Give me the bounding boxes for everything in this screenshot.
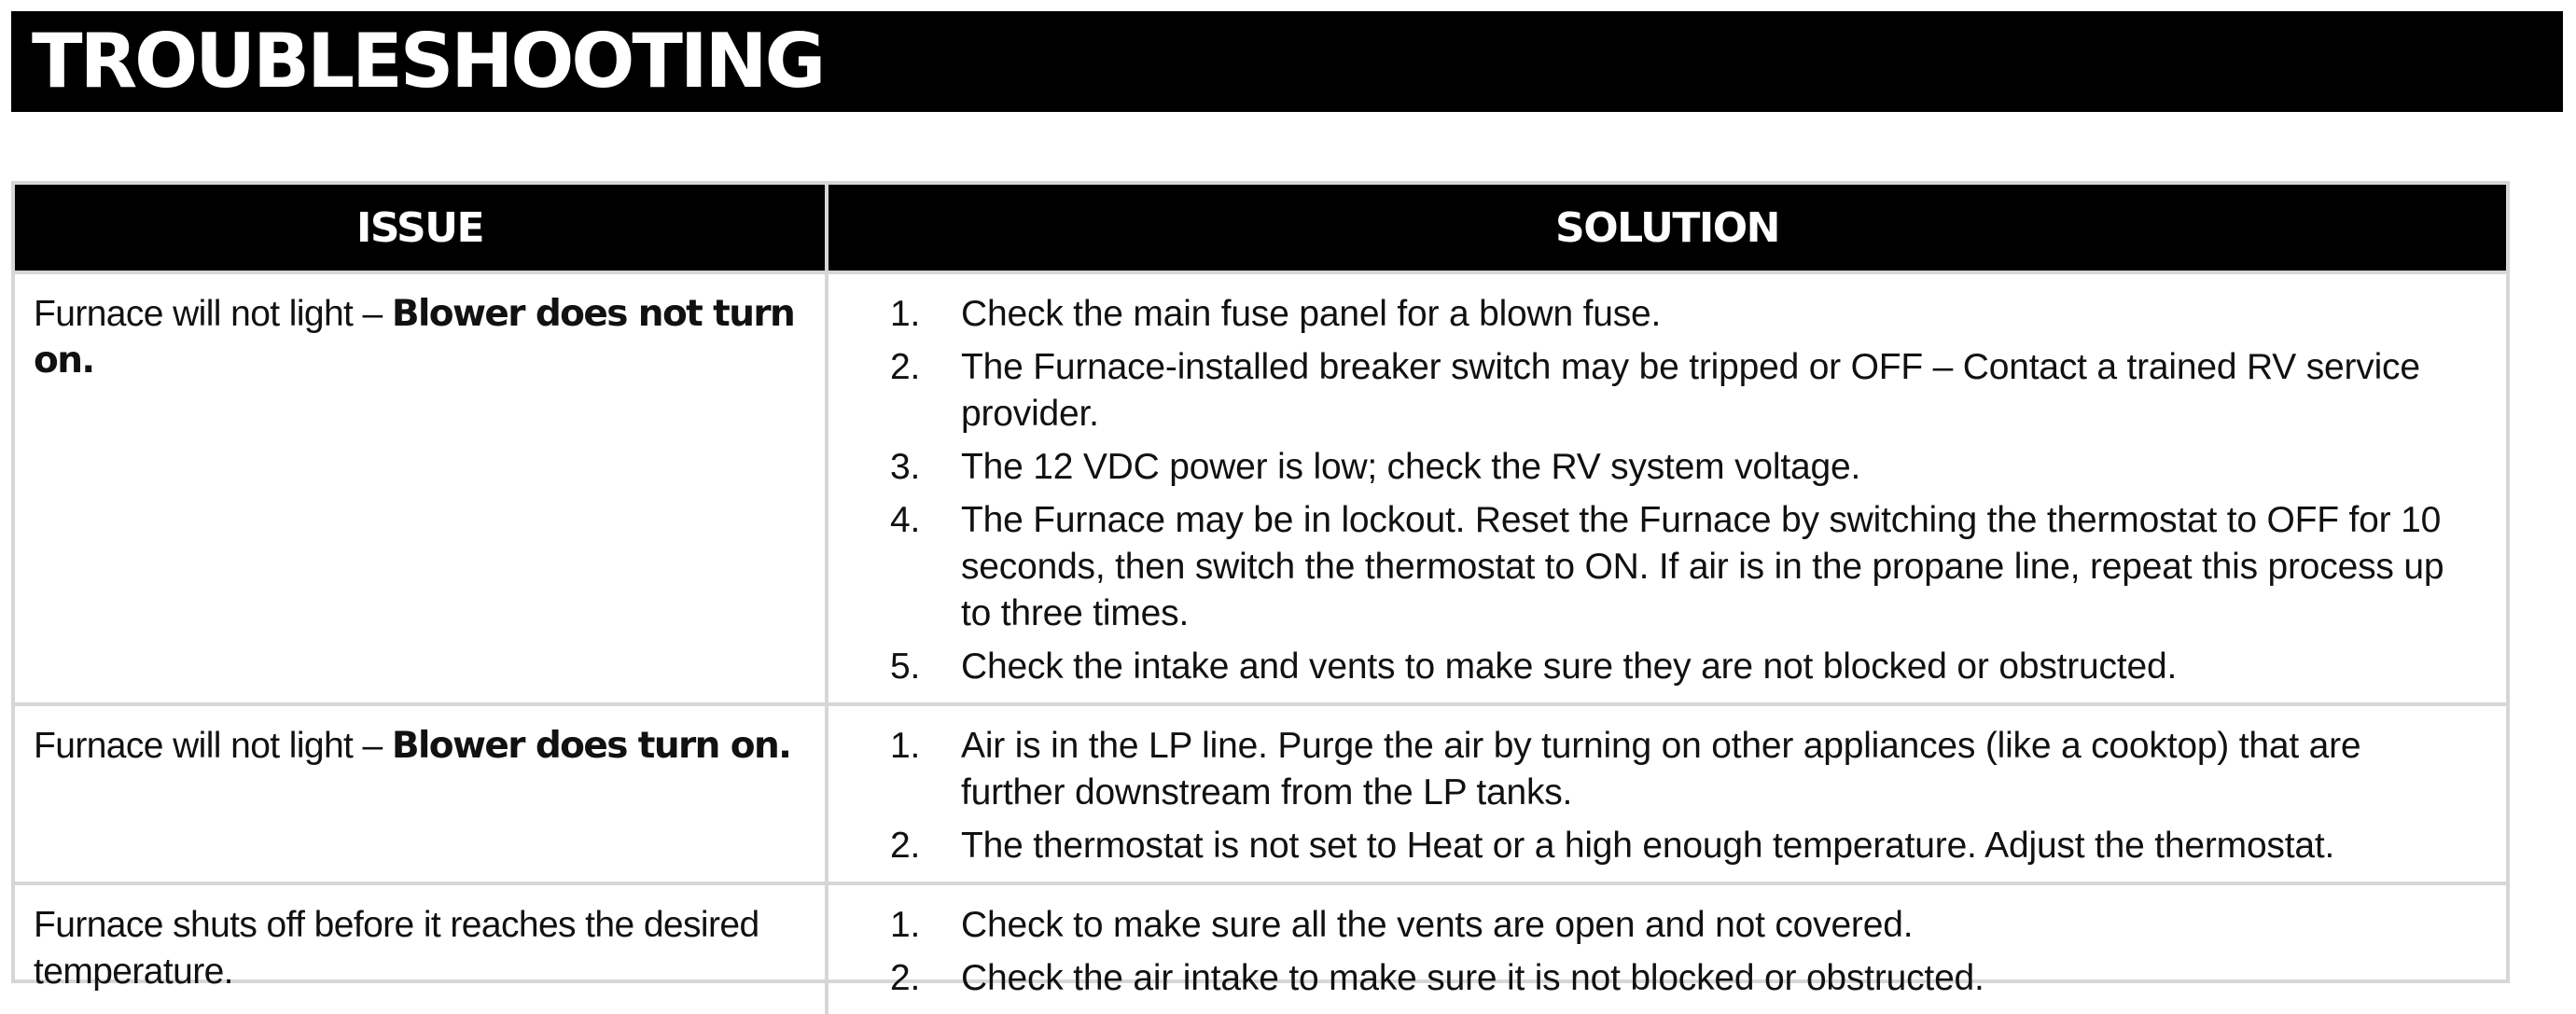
solution-item	[828, 823, 2469, 869]
solution-number: 5.	[890, 646, 921, 687]
solution-text: Air is in the LP line. Purge the air by turning on other appliances (like a cooktop) that are further downstream from the LP tanks.	[961, 726, 2361, 813]
solution-item	[828, 291, 2469, 338]
issue-text: Furnace will not light –	[34, 726, 392, 766]
table-row	[15, 272, 2506, 704]
issue-emphasis: Blower does not turn on.	[34, 293, 795, 382]
issue-emphasis: Blower does turn on.	[391, 725, 791, 767]
solution-cell	[827, 272, 2506, 704]
title-banner	[11, 11, 2563, 112]
solution-cell	[827, 883, 2506, 1014]
solution-item	[828, 902, 2469, 949]
solution-text: Check the intake and vents to make sure they are not blocked or obstructed.	[961, 646, 2178, 687]
solution-text: The thermostat is not set to Heat or a high enough temperature. Adjust the thermostat.	[961, 826, 2335, 866]
solution-text: Check to make sure all the vents are open and not covered.	[961, 905, 1914, 945]
solution-item	[828, 723, 2469, 816]
solution-text: Check the air intake to make sure it is not blocked or obstructed.	[961, 958, 1984, 998]
solution-text: The Furnace-installed breaker switch may be tripped or OFF – Contact a trained RV service provider.	[961, 347, 2420, 434]
solution-number: 2.	[890, 958, 921, 998]
issue-cell	[15, 883, 827, 1014]
solution-number: 3.	[890, 447, 921, 487]
table-row	[15, 704, 2506, 883]
issue-text: Furnace will not light –	[34, 294, 392, 334]
solution-text: The Furnace may be in lockout. Reset the Furnace by switching the thermostat to OFF for 10 seconds, then switch the thermostat to ON. If air is in the propane line, repeat this process up to three times.	[961, 500, 2444, 633]
solution-number: 1.	[890, 726, 921, 766]
solution-number: 1.	[890, 905, 921, 945]
solution-item	[828, 955, 2469, 1002]
solution-number: 2.	[890, 826, 921, 866]
solution-list	[828, 902, 2469, 1002]
solution-text: Check the main fuse panel for a blown fuse.	[961, 294, 1662, 334]
solution-cell	[827, 704, 2506, 883]
solution-list	[828, 291, 2469, 690]
solution-item	[828, 344, 2469, 438]
solution-list	[828, 723, 2469, 869]
table-header-row	[15, 185, 2506, 272]
column-header-solution: SOLUTION	[827, 185, 2506, 272]
solution-number: 2.	[890, 347, 921, 387]
solution-item	[828, 444, 2469, 491]
troubleshooting-table	[11, 181, 2510, 998]
solution-text: The 12 VDC power is low; check the RV system voltage.	[961, 447, 1861, 487]
solution-item	[828, 644, 2469, 690]
issue-text: Furnace shuts off before it reaches the desired temperature.	[34, 905, 759, 992]
issue-cell	[15, 704, 827, 883]
column-header-issue: ISSUE	[15, 185, 827, 272]
table-row	[15, 883, 2506, 1014]
issue-cell	[15, 272, 827, 704]
solution-number: 1.	[890, 294, 921, 334]
solution-item	[828, 497, 2469, 637]
solution-number: 4.	[890, 500, 921, 540]
page-title: TROUBLESHOOTING	[32, 18, 824, 104]
